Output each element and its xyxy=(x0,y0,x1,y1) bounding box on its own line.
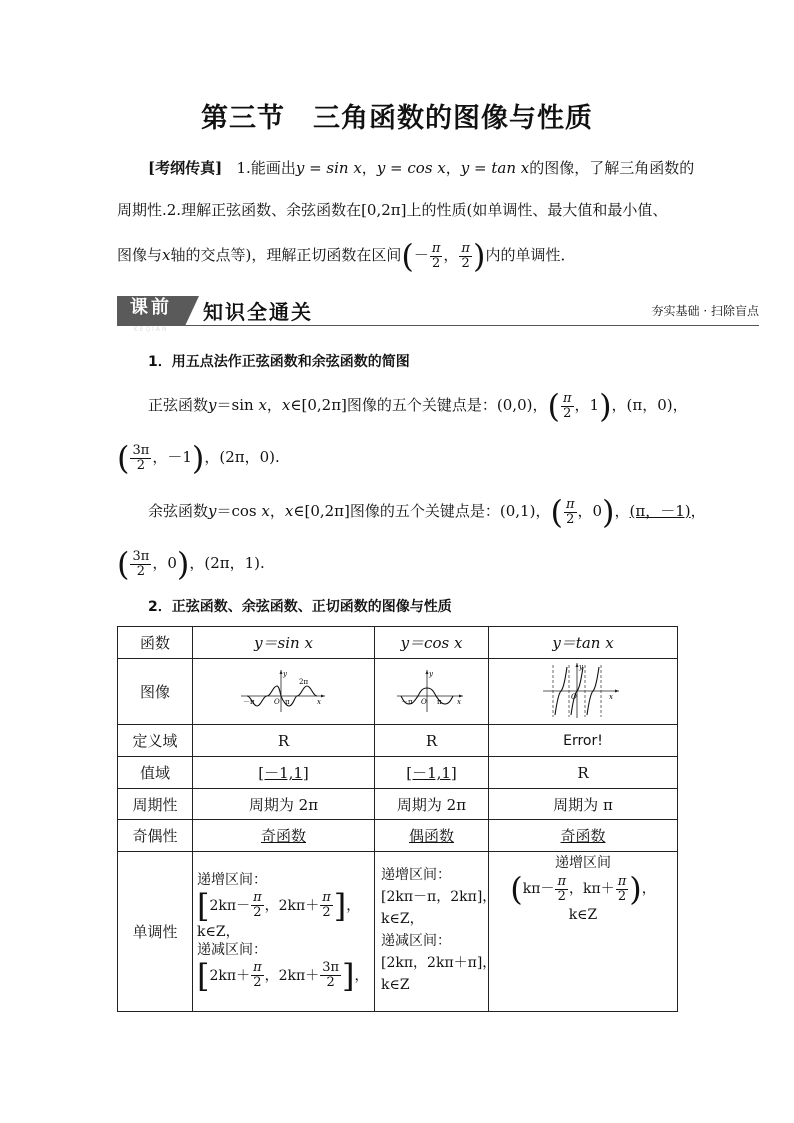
intro-text: 1.能画出 xyxy=(236,159,296,177)
k-in-z: k∈Z， xyxy=(381,911,424,927)
tan-parity: 奇函数 xyxy=(489,820,678,852)
intro-text: 内的单调性． xyxy=(485,246,576,264)
text: ，1 xyxy=(574,396,600,414)
text: ，2kπ＋ xyxy=(264,967,320,984)
text: ，2kπ＋ xyxy=(264,897,320,914)
var: x xyxy=(261,502,270,520)
minus: － xyxy=(413,246,429,264)
label-x: x xyxy=(316,697,321,706)
text: 正弦函数 xyxy=(148,396,209,414)
banner-subtitle: 夯实基础 · 扫除盲点 xyxy=(651,304,759,318)
row-label-domain: 定义域 xyxy=(118,725,193,757)
sin-mono-text xyxy=(197,871,374,993)
fraction xyxy=(430,242,443,271)
cos-dec-interval: [2kπ，2kπ＋π]， xyxy=(381,955,497,971)
label-neg-pi: －π xyxy=(400,697,413,706)
banner-label-text: 课前 xyxy=(130,297,172,318)
bracket-close: ] xyxy=(342,956,355,995)
label-pi: π xyxy=(284,697,290,706)
row-label-parity: 奇偶性 xyxy=(118,820,193,852)
cos-period: 周期为 2π xyxy=(375,789,489,820)
text: ， xyxy=(269,502,285,520)
paren-close: ) xyxy=(599,387,612,425)
cos-graph xyxy=(397,668,467,712)
cos-domain: R xyxy=(375,725,489,757)
section-banner xyxy=(117,296,759,333)
section-1-heading: 1．用五点法作正弦函数和余弦函数的简图 xyxy=(148,354,410,370)
intro-text: 轴的交点等)，理解正切函数在区间 xyxy=(170,246,402,264)
text: 2kπ－ xyxy=(209,897,251,914)
header-cos: y＝cos x xyxy=(375,627,489,659)
cos-keypoints-line-2 xyxy=(117,544,265,582)
row-label-graph: 图像 xyxy=(118,659,193,725)
var: x xyxy=(281,396,291,414)
fraction xyxy=(320,891,333,920)
sin-range: [－1,1] xyxy=(193,757,375,789)
cos-inc-interval: [2kπ－π，2kπ]， xyxy=(381,889,497,905)
table-header-row xyxy=(118,627,678,659)
tan-range: R xyxy=(489,757,678,789)
inc-label: 递增区间 xyxy=(555,855,611,871)
text: ， xyxy=(641,881,656,897)
sin-dec-interval xyxy=(197,956,374,995)
text: ∈[0,2π]图像的五个关键点是：(0,0)， xyxy=(290,396,548,414)
cos-mono-text xyxy=(381,864,497,996)
bracket-open: [ xyxy=(197,886,210,925)
formula: y = cos x xyxy=(376,159,446,177)
paren-close: ) xyxy=(602,493,615,531)
label-pi: π xyxy=(436,697,442,706)
numerator: π xyxy=(617,873,627,889)
text: ∈[0,2π]图像的五个关键点是：(0,1)， xyxy=(293,502,551,520)
text: ， xyxy=(266,396,282,414)
denominator: 2 xyxy=(253,975,262,990)
numerator: π xyxy=(562,390,572,406)
table-row-range xyxy=(118,757,678,789)
denominator: 2 xyxy=(431,255,441,271)
text: kπ－ xyxy=(522,881,555,897)
header-function: 函数 xyxy=(118,627,193,659)
sin-keypoints-line-1 xyxy=(148,386,688,424)
label-y: y xyxy=(428,669,433,678)
text: 余弦函数 xyxy=(148,502,209,520)
section-2-heading: 2．正弦函数、余弦函数、正切函数的图像与性质 xyxy=(148,599,452,615)
x-arrow xyxy=(321,694,325,697)
cos-keypoints-line-1: 余弦函数y＝cos x，x∈[0,2π]图像的五个关键点是：(0,1)，( $\frac{\pi}{2}$ ，0)，(π，－1)， xyxy=(148,493,706,531)
paren-open: ( xyxy=(547,387,560,425)
numerator: 3π xyxy=(132,548,150,564)
inc-label: 递增区间： xyxy=(381,867,451,883)
text: ，(2π，0). xyxy=(204,448,280,466)
sin-graph-cell xyxy=(193,659,375,725)
sin-graph xyxy=(241,668,327,712)
sin-inc-interval xyxy=(197,886,374,925)
intro-text: ， xyxy=(445,159,461,177)
numerator: π xyxy=(557,873,566,889)
label-two-pi: 2π xyxy=(298,677,308,686)
tan-domain: Error! xyxy=(489,725,678,757)
label-y: y xyxy=(282,669,287,678)
denominator: 2 xyxy=(461,255,470,271)
tan-inc-interval xyxy=(489,872,677,906)
cos-parity: 偶函数 xyxy=(375,820,489,852)
inc-label: 递增区间： xyxy=(197,871,267,888)
numerator: π xyxy=(565,496,575,512)
numerator: 3π xyxy=(132,442,150,458)
intro-line-2: 周期性.2.理解正弦函数、余弦函数在[0,2π]上的性质(如单调性、最大值和最小值、 xyxy=(117,201,668,219)
paren-close: ) xyxy=(191,439,205,477)
numerator: π xyxy=(322,890,331,905)
fraction xyxy=(564,498,577,527)
fraction xyxy=(561,392,574,421)
numerator: π xyxy=(253,960,262,975)
formula: y = tan x xyxy=(460,159,530,177)
paren-open: ( xyxy=(401,237,414,275)
banner-rule xyxy=(185,325,759,326)
row-label-monotonicity: 单调性 xyxy=(118,852,193,1012)
cos-monotonicity xyxy=(375,852,497,1012)
cos-graph-cell xyxy=(375,659,489,725)
intro-line-3 xyxy=(117,236,575,274)
label-origin: O xyxy=(420,697,427,706)
fraction xyxy=(251,961,264,990)
label-origin: O xyxy=(273,697,280,706)
text: ，－1 xyxy=(152,448,192,466)
formula: x xyxy=(162,246,171,264)
header-tan: y＝tan x xyxy=(489,627,678,659)
label-x: x xyxy=(456,697,461,706)
tan-mono-text xyxy=(489,854,677,924)
k-in-z: k∈Z xyxy=(568,907,598,923)
denominator: 2 xyxy=(566,511,575,527)
label-neg-pi: －π xyxy=(242,697,255,706)
denominator: 2 xyxy=(557,888,566,904)
table-row-domain xyxy=(118,725,678,757)
var: y xyxy=(208,396,217,414)
banner-sub: KEQIAN xyxy=(133,326,169,333)
text: ＝cos xyxy=(216,502,257,520)
paren-close: ) xyxy=(629,870,642,908)
k-in-z: k∈Z xyxy=(381,977,410,993)
sin-parity: 奇函数 xyxy=(193,820,375,852)
bracket-open: [ xyxy=(197,956,210,995)
denominator: 2 xyxy=(322,905,331,920)
table-row-graph xyxy=(118,659,678,725)
dec-label: 递减区间： xyxy=(197,941,267,958)
numerator: 3π xyxy=(322,960,340,975)
tan-graph xyxy=(543,661,623,719)
denominator: 2 xyxy=(326,975,335,990)
fraction xyxy=(616,875,629,904)
label-origin: O xyxy=(571,692,577,701)
numerator: π xyxy=(253,890,262,905)
tan-monotonicity xyxy=(489,852,678,1012)
cos-range: [－1,1] xyxy=(375,757,489,789)
formula: y = sin x xyxy=(295,159,362,177)
label-y: y xyxy=(579,662,583,671)
header-sin: y＝sin x xyxy=(193,627,375,659)
text: ，0 xyxy=(577,502,603,520)
fraction xyxy=(459,242,472,271)
intro-line-1 xyxy=(148,158,694,178)
k-in-z: k∈Z， xyxy=(197,923,240,940)
text: ，(2π，1). xyxy=(189,554,265,572)
dec-label: 递减区间： xyxy=(381,933,451,949)
intro-text: 的图像，了解三角函数的 xyxy=(529,159,695,177)
paren-close: ) xyxy=(176,545,190,583)
page-title: 第三节 三角函数的图像与性质 xyxy=(201,103,593,134)
numerator: π xyxy=(461,240,470,256)
banner-arrow xyxy=(185,296,199,326)
fraction xyxy=(130,550,151,579)
table-row-monotonicity xyxy=(118,852,678,1012)
paren-open: ( xyxy=(117,439,130,477)
intro-text: ， xyxy=(361,159,377,177)
fraction xyxy=(130,444,151,473)
bracket-close: ] xyxy=(333,886,347,925)
tan-period: 周期为 π xyxy=(489,789,678,820)
intro-text: 图像与 xyxy=(117,246,163,264)
intro-tag: [考纲传真] xyxy=(148,159,223,177)
label-x: x xyxy=(609,692,613,701)
text: 2kπ＋ xyxy=(209,967,251,984)
row-label-period: 周期性 xyxy=(118,789,193,820)
text: ＝sin xyxy=(216,396,254,414)
denominator: 2 xyxy=(253,905,262,920)
denominator: 2 xyxy=(136,457,146,473)
paren-close: ) xyxy=(472,237,486,275)
sin-keypoints-line-2 xyxy=(117,438,280,476)
denominator: 2 xyxy=(617,888,627,904)
trig-properties-table xyxy=(117,626,678,1012)
denominator: 2 xyxy=(563,405,572,421)
banner-title: 知识全通关 xyxy=(203,300,313,324)
text: ，(π，0)， xyxy=(611,396,688,414)
text: ，kπ＋ xyxy=(569,881,615,897)
numerator: π xyxy=(431,240,441,256)
tan-graph-cell xyxy=(489,659,678,725)
text: ， xyxy=(354,967,369,984)
text: ，0 xyxy=(152,554,177,572)
sin-domain: R xyxy=(193,725,375,757)
fraction xyxy=(251,891,264,920)
var: x xyxy=(258,396,267,414)
table-row-parity xyxy=(118,820,678,852)
var: x xyxy=(284,502,294,520)
row-label-range: 值域 xyxy=(118,757,193,789)
sin-period: 周期为 2π xyxy=(193,789,375,820)
text: ， xyxy=(690,502,706,520)
x-arrow xyxy=(615,689,619,692)
comma: ， xyxy=(443,246,459,264)
sin-monotonicity xyxy=(193,852,375,1012)
text: ， xyxy=(346,897,361,914)
fraction xyxy=(320,961,341,990)
denominator: 2 xyxy=(136,563,146,579)
table-row-period xyxy=(118,789,678,820)
paren-open: ( xyxy=(550,493,563,531)
answer-underlined: (π，－1) xyxy=(629,502,691,520)
banner-label xyxy=(117,296,185,333)
var: y xyxy=(208,502,217,520)
paren-open: ( xyxy=(117,545,130,583)
fraction xyxy=(555,875,568,904)
paren-open: ( xyxy=(510,870,523,908)
